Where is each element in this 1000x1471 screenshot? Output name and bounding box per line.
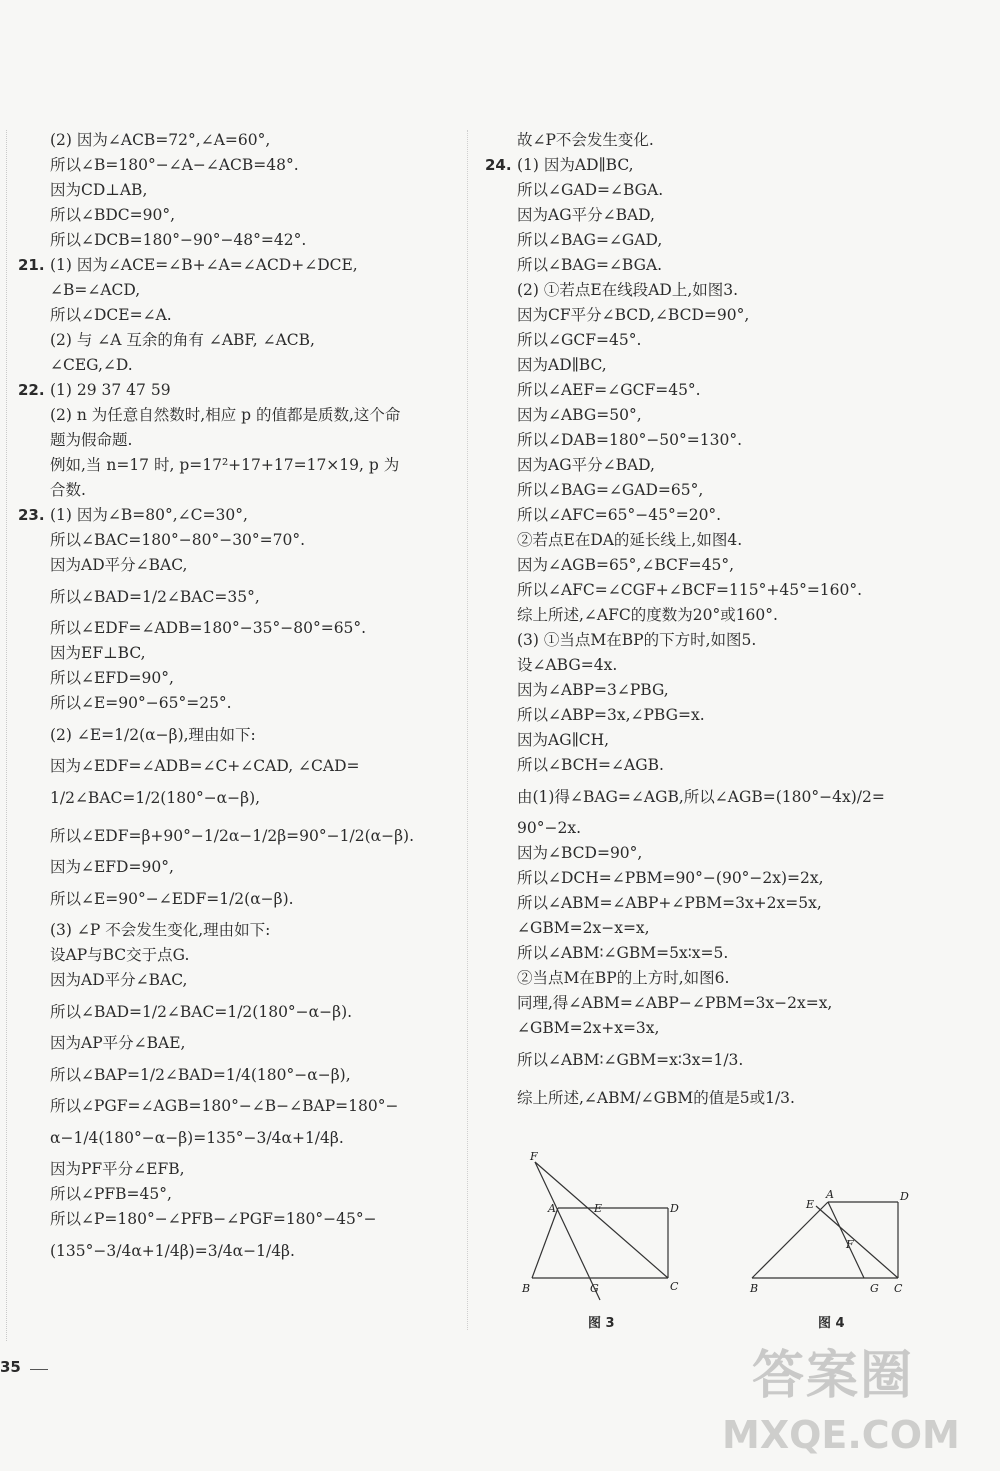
line-text: 设∠ABG=4x. — [517, 656, 618, 674]
line-text: 所以∠PFB=45°, — [50, 1185, 172, 1203]
text-line — [485, 528, 905, 553]
text-line — [18, 178, 458, 203]
line-ab — [752, 1202, 828, 1278]
line-text: 所以∠E=90°−65°=25°. — [50, 694, 232, 712]
text-line — [18, 666, 458, 691]
line-text: 所以∠BAD=1/2∠BAC=1/2(180°−α−β). — [50, 1003, 353, 1021]
line-text: 所以∠PGF=∠AGB=180°−∠B−∠BAP=180°− — [50, 1097, 399, 1115]
figure-4-caption: 图 4 — [818, 1316, 845, 1331]
line-text: 因为∠EFD=90°, — [50, 858, 174, 876]
text-line — [485, 891, 905, 916]
line-text: 因为PF平分∠EFB, — [50, 1160, 185, 1178]
label-f: F — [530, 1150, 538, 1163]
text-line — [18, 855, 458, 880]
watermark-logo — [712, 1325, 992, 1465]
text-line — [18, 503, 458, 528]
line-text: 所以∠BAG=∠GAD, — [517, 231, 663, 249]
line-text: 90°−2x. — [517, 819, 581, 837]
text-line — [485, 578, 905, 603]
text-line — [18, 203, 458, 228]
problem-number: 24. — [485, 156, 512, 174]
text-line — [18, 1056, 458, 1094]
line-fc — [535, 1162, 668, 1278]
line-text: 所以∠BAG=∠BGA. — [517, 256, 663, 274]
text-line — [18, 918, 458, 943]
text-line — [18, 1094, 458, 1119]
line-ec — [816, 1206, 898, 1278]
line-text: α−1/4(180°−α−β)=135°−3/4α+1/4β. — [50, 1129, 344, 1147]
line-text: 因为AD∥BC, — [517, 356, 607, 374]
problem-number: 23. — [18, 506, 45, 524]
watermark-text: 答案圈 — [752, 1346, 915, 1406]
text-line — [485, 303, 905, 328]
text-line — [485, 153, 905, 178]
text-line — [18, 716, 458, 754]
text-line — [18, 641, 458, 666]
text-line — [18, 428, 458, 453]
label-b: B — [750, 1282, 759, 1295]
label-b: B — [522, 1282, 531, 1295]
line-text: (3) ∠P 不会发生变化,理由如下: — [50, 921, 271, 939]
text-line — [18, 779, 458, 817]
text-line — [485, 653, 905, 678]
text-line — [485, 778, 905, 816]
figures-area — [510, 1150, 910, 1340]
text-line — [18, 1119, 458, 1157]
line-text: 因为AD平分∠BAC, — [50, 556, 188, 574]
text-line — [485, 203, 905, 228]
text-line — [485, 816, 905, 841]
text-line — [18, 1031, 458, 1056]
column-divider — [467, 130, 468, 1330]
text-line — [485, 1016, 905, 1041]
line-text: 所以∠BDC=90°, — [50, 206, 176, 224]
label-a: A — [548, 1202, 556, 1215]
line-text: 所以∠ABM∶∠GBM=x∶3x=1/3. — [517, 1051, 744, 1069]
line-text: 例如,当 n=17 时, p=17²+17+17=17×19, p 为 — [50, 456, 400, 474]
text-line — [485, 128, 905, 153]
text-line — [485, 916, 905, 941]
text-line — [18, 453, 458, 478]
line-text: 所以∠BAC=180°−80°−30°=70°. — [50, 531, 306, 549]
text-line — [18, 1182, 458, 1207]
line-text: 所以∠EFD=90°, — [50, 669, 174, 687]
text-line — [485, 453, 905, 478]
figure-4-diagram — [740, 1150, 910, 1310]
text-line — [485, 991, 905, 1016]
label-c: C — [670, 1280, 679, 1293]
text-line — [18, 328, 458, 353]
right-column — [485, 128, 905, 1117]
line-text: (1) 29 37 47 59 — [50, 381, 171, 399]
line-text: (1) 因为∠ACE=∠B+∠A=∠ACD+∠DCE, — [50, 256, 358, 274]
text-line — [485, 966, 905, 991]
text-line — [485, 866, 905, 891]
line-text: 综上所述,∠AFC的度数为20°或160°. — [517, 606, 778, 624]
line-text: (2) n 为任意自然数时,相应 p 的值都是质数,这个命 — [50, 406, 401, 424]
line-text: 所以∠P=180°−∠PFB−∠PGF=180°−45°− — [50, 1210, 377, 1228]
line-text: ②当点M在BP的上方时,如图6. — [517, 969, 730, 987]
label-c: C — [894, 1282, 903, 1295]
text-line — [18, 278, 458, 303]
label-e: E — [806, 1198, 815, 1211]
line-text: 所以∠ABM∶∠GBM=5x∶x=5. — [517, 944, 729, 962]
page-number-dash — [30, 1369, 48, 1370]
text-line — [18, 378, 458, 403]
line-text: ∠CEG,∠D. — [50, 356, 133, 374]
line-text: 由(1)得∠BAG=∠AGB,所以∠AGB=(180°−4x)/2= — [517, 788, 885, 806]
text-line — [485, 353, 905, 378]
line-text: (1) 因为∠B=80°,∠C=30°, — [50, 506, 248, 524]
line-text: 因为∠ABP=3∠PBG, — [517, 681, 669, 699]
figure-3-diagram — [510, 1150, 680, 1310]
text-line — [18, 528, 458, 553]
line-text: ∠GBM=2x+x=3x, — [517, 1019, 660, 1037]
line-text: 因为AD平分∠BAC, — [50, 971, 188, 989]
line-text: (135°−3/4α+1/4β)=3/4α−1/4β. — [50, 1242, 295, 1260]
line-text: 同理,得∠ABM=∠ABP−∠PBM=3x−2x=x, — [517, 994, 833, 1012]
text-line — [485, 753, 905, 778]
text-line — [18, 880, 458, 918]
line-text: 1/2∠BAC=1/2(180°−α−β), — [50, 789, 261, 807]
line-text: 所以∠BCH=∠AGB. — [517, 756, 664, 774]
text-line — [18, 691, 458, 716]
line-text: ②若点E在DA的延长线上,如图4. — [517, 531, 743, 549]
text-line — [485, 841, 905, 866]
text-line — [485, 678, 905, 703]
label-g: G — [590, 1282, 599, 1295]
line-text: 因为AG平分∠BAD, — [517, 206, 655, 224]
text-line — [18, 993, 458, 1031]
figure-3-caption: 图 3 — [588, 1316, 615, 1331]
text-line — [485, 228, 905, 253]
figure-4 — [740, 1150, 910, 1331]
line-text: 所以∠ABM=∠ABP+∠PBM=3x+2x=5x, — [517, 894, 822, 912]
text-line — [18, 228, 458, 253]
line-text: ∠GBM=2x−x=x, — [517, 919, 650, 937]
text-line — [18, 303, 458, 328]
label-d: D — [670, 1202, 679, 1215]
line-text: 综上所述,∠ABM/∠GBM的值是5或1/3. — [517, 1089, 795, 1107]
line-text: (2) 与 ∠A 互余的角有 ∠ABF, ∠ACB, — [50, 331, 315, 349]
text-line — [18, 253, 458, 278]
text-line — [18, 817, 458, 855]
line-text: 题为假命题. — [50, 431, 133, 449]
line-text: 因为AG平分∠BAD, — [517, 456, 655, 474]
text-line — [485, 403, 905, 428]
text-line — [485, 253, 905, 278]
text-line — [485, 703, 905, 728]
text-line — [485, 941, 905, 966]
line-text: 所以∠BAG=∠GAD=65°, — [517, 481, 704, 499]
line-text: 所以∠BAD=1/2∠BAC=35°, — [50, 588, 260, 606]
text-line — [18, 1157, 458, 1182]
line-text: 所以∠BAP=1/2∠BAD=1/4(180°−α−β), — [50, 1066, 351, 1084]
line-text: 因为∠EDF=∠ADB=∠C+∠CAD, ∠CAD= — [50, 757, 360, 775]
text-line — [18, 478, 458, 503]
text-line — [18, 553, 458, 578]
text-line — [18, 1207, 458, 1232]
line-text: (2) 因为∠ACB=72°,∠A=60°, — [50, 131, 271, 149]
line-text: 因为CF平分∠BCD,∠BCD=90°, — [517, 306, 750, 324]
left-column — [18, 128, 458, 1270]
left-margin-rule — [6, 130, 7, 1341]
line-text: 所以∠E=90°−∠EDF=1/2(α−β). — [50, 890, 294, 908]
line-ab — [532, 1208, 558, 1278]
line-text: 所以∠DAB=180°−50°=130°. — [517, 431, 743, 449]
figure-3 — [510, 1150, 680, 1331]
line-text: 因为AG∥CH, — [517, 731, 610, 749]
line-text: (2) ①若点E在线段AD上,如图3. — [517, 281, 739, 299]
line-text: 因为∠BCD=90°, — [517, 844, 643, 862]
text-line — [18, 403, 458, 428]
text-line — [485, 178, 905, 203]
line-text: 所以∠B=180°−∠A−∠ACB=48°. — [50, 156, 299, 174]
text-line — [485, 1079, 905, 1117]
line-text: 故∠P不会发生变化. — [517, 131, 654, 149]
line-text: 因为∠ABG=50°, — [517, 406, 642, 424]
text-line — [485, 378, 905, 403]
page-number: 35 — [0, 1358, 21, 1376]
line-text: 所以∠EDF=β+90°−1/2α−1/2β=90°−1/2(α−β). — [50, 827, 415, 845]
text-line — [18, 1232, 458, 1270]
text-line — [18, 754, 458, 779]
line-text: 所以∠EDF=∠ADB=180°−35°−80°=65°. — [50, 619, 367, 637]
line-text: (3) ①当点M在BP的下方时,如图5. — [517, 631, 757, 649]
text-line — [485, 728, 905, 753]
line-text: 因为∠AGB=65°,∠BCF=45°, — [517, 556, 735, 574]
text-line — [485, 278, 905, 303]
line-text: (1) 因为AD∥BC, — [517, 156, 634, 174]
line-text: 所以∠AFC=∠CGF+∠BCF=115°+45°=160°. — [517, 581, 863, 599]
line-fg — [535, 1162, 603, 1300]
text-line — [18, 578, 458, 616]
line-text: 合数. — [50, 481, 86, 499]
line-text: 因为AP平分∠BAE, — [50, 1034, 186, 1052]
text-line — [18, 128, 458, 153]
text-line — [485, 328, 905, 353]
text-line — [485, 428, 905, 453]
text-line — [18, 153, 458, 178]
text-line — [18, 943, 458, 968]
label-f: F — [846, 1238, 854, 1251]
line-text: 因为EF⊥BC, — [50, 644, 146, 662]
line-text: 所以∠ABP=3x,∠PBG=x. — [517, 706, 705, 724]
line-text: (2) ∠E=1/2(α−β),理由如下: — [50, 726, 256, 744]
text-line — [485, 503, 905, 528]
text-line — [18, 616, 458, 641]
problem-number: 22. — [18, 381, 45, 399]
line-text: 所以∠GCF=45°. — [517, 331, 642, 349]
line-text: 所以∠DCE=∠A. — [50, 306, 172, 324]
label-a: A — [826, 1188, 834, 1201]
line-text: 设AP与BC交于点G. — [50, 946, 190, 964]
text-line — [18, 353, 458, 378]
line-text: 所以∠AFC=65°−45°=20°. — [517, 506, 722, 524]
line-text: 所以∠AEF=∠GCF=45°. — [517, 381, 701, 399]
line-text: 因为CD⊥AB, — [50, 181, 148, 199]
text-line — [485, 603, 905, 628]
text-line — [485, 1041, 905, 1079]
text-line — [18, 968, 458, 993]
label-d: D — [900, 1190, 909, 1203]
line-text: 所以∠DCB=180°−90°−48°=42°. — [50, 231, 307, 249]
watermark-url: MXQE.COM — [722, 1413, 960, 1457]
label-e: E — [594, 1202, 603, 1215]
text-line — [485, 553, 905, 578]
problem-number: 21. — [18, 256, 45, 274]
text-line — [485, 628, 905, 653]
label-g: G — [870, 1282, 879, 1295]
line-text: 所以∠GAD=∠BGA. — [517, 181, 664, 199]
line-text: ∠B=∠ACD, — [50, 281, 141, 299]
text-line — [485, 478, 905, 503]
line-text: 所以∠DCH=∠PBM=90°−(90°−2x)=2x, — [517, 869, 824, 887]
